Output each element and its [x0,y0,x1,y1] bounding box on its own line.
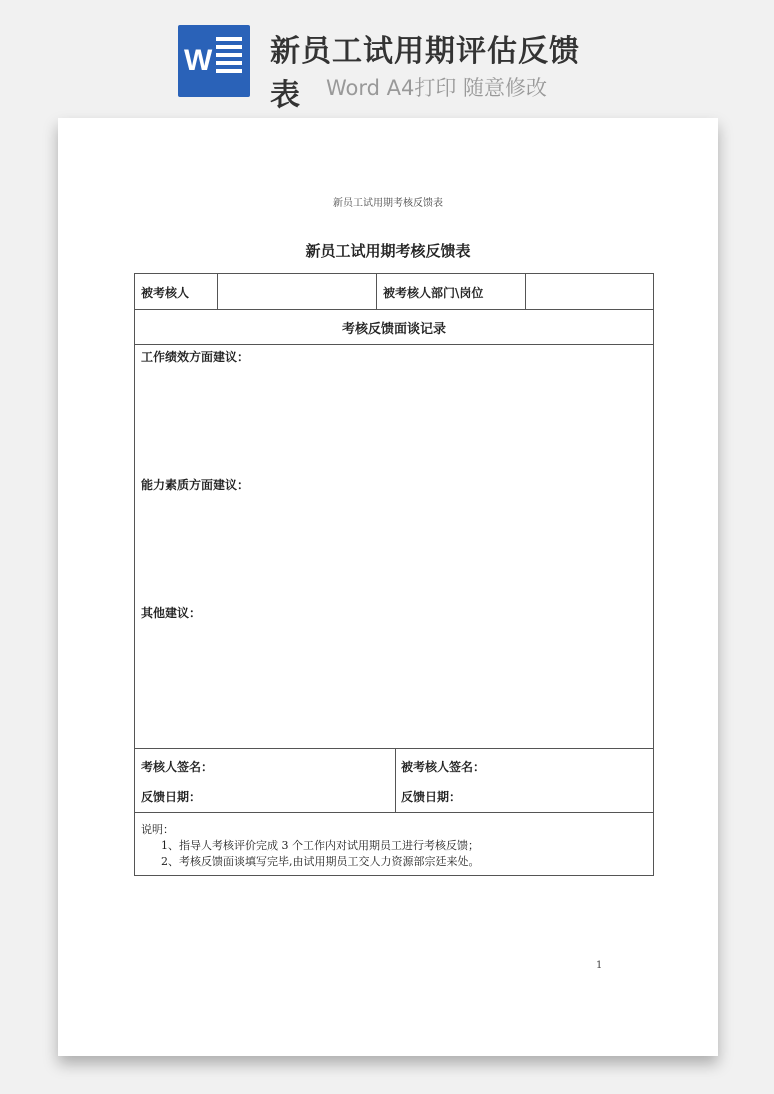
dept-position-input-cell[interactable] [527,274,653,309]
notes-item: 2、考核反馈面谈填写完毕,由试用期员工交人力资源部宗廷来处。 [161,855,480,868]
table-line [376,274,377,309]
section-title: 考核反馈面谈记录 [341,322,446,337]
notes-block [141,822,480,870]
preview-subtitle: Word A4打印 随意修改 [326,76,548,100]
label-assessee-date: 反馈日期： [401,790,462,804]
preview-header [0,0,774,113]
notes-item: 1、指导人考核评价完成 3 个工作内对试用期员工进行考核反馈； [161,839,479,852]
document-title: 新员工试用期考核反馈表 [305,242,471,260]
table-line [525,274,526,309]
feedback-form-table [134,273,654,876]
table-line [135,344,653,345]
page-number: 1 [596,960,603,971]
assessee-input-cell[interactable] [219,274,375,309]
label-performance-suggestion: 工作绩效方面建议： [141,350,250,364]
table-line [135,309,653,310]
word-icon-letter: W [184,44,213,77]
word-doc-icon [178,25,250,97]
table-line [135,812,653,813]
label-assessee: 被考核人 [141,286,190,300]
document-page [58,118,718,1056]
table-line [217,274,218,309]
notes-heading: 说明： [141,823,174,836]
table-line [395,748,396,812]
label-assessor-sign: 考核人签名： [141,760,214,774]
label-dept-position: 被考核人部门\岗位 [383,286,484,300]
table-line [135,748,653,749]
label-ability-suggestion: 能力素质方面建议： [141,478,250,492]
label-assessee-sign: 被考核人签名： [401,760,486,774]
label-other-suggestion: 其他建议： [141,606,202,620]
running-head: 新员工试用期考核反馈表 [333,198,443,209]
preview-title: 新员工试用期评估反馈表 [270,34,580,113]
label-assessor-date: 反馈日期： [141,790,202,804]
